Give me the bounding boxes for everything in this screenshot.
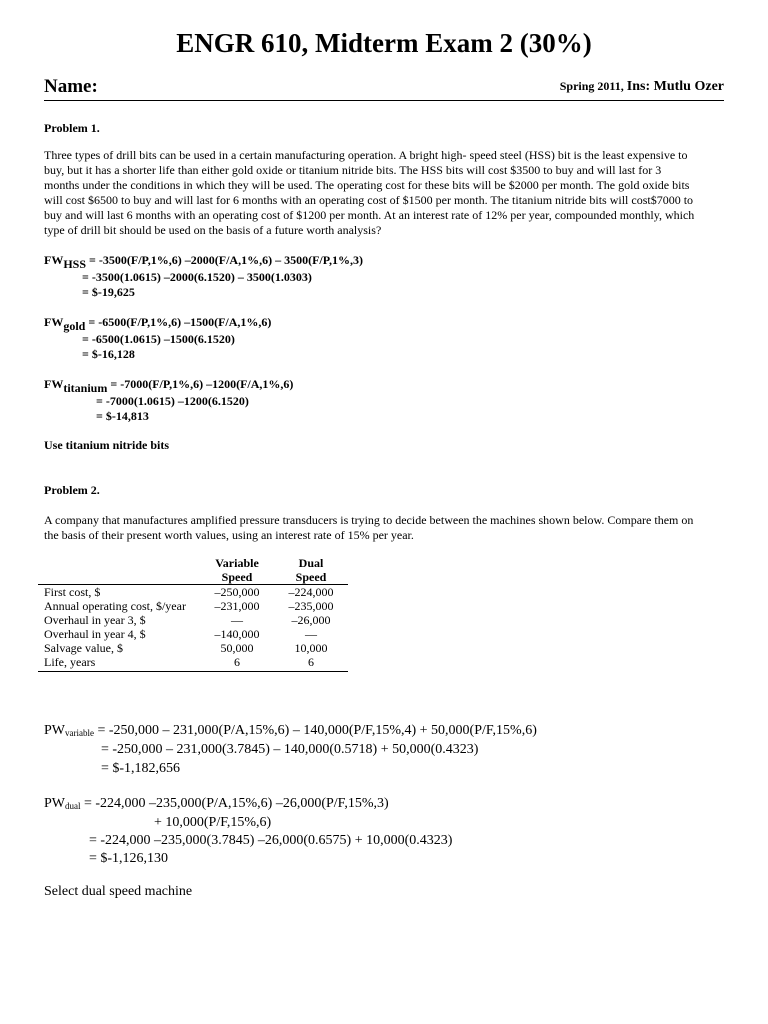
variable-value: –250,000 [214,585,260,599]
col-header-variable-2: Speed [200,570,274,585]
term-instructor [560,79,724,95]
page-title: ENGR 610, Midterm Exam 2 (30%) [176,28,592,58]
pw-subscript: variable [65,728,94,738]
pw-prefix: PW [44,723,65,738]
fw-gold-equation [44,315,272,333]
table-row [38,585,348,600]
pw-dual-line2: = -224,000 –235,000(3.7845) –26,000(0.6575) + 10,000(0.4323) [89,833,453,848]
dual-value: –224,000 [288,585,334,599]
problem1-text-line: will cost $6500 to buy and will last for 6 months with an operating cost of $1500 per month. The titanium nitride bits will cost$7000 to [44,193,694,207]
table-row [38,641,348,655]
fw-titanium-line2: = -7000(1.0615) –1200(6.1520) [96,394,249,408]
row-label: Salvage value, $ [44,641,123,655]
variable-value: 50,000 [220,641,254,655]
problem1-text [44,148,728,238]
fw-gold-line3: = $-16,128 [82,347,135,361]
dual-value: –26,000 [291,613,331,627]
problem1-text-line: buy, but it has a shorter life than either gold oxide or titanium nitride bits. The HSS bits will cost $3500 to buy and will last for 3 [44,163,662,177]
variable-value: 6 [200,655,274,672]
table-header-empty [38,570,200,585]
row-label: Overhaul in year 4, $ [44,627,146,641]
fw-hss-line3: = $-19,625 [82,285,135,299]
fw-subscript: titanium [63,381,108,395]
table-row [38,655,348,672]
fw-titanium-equation [44,377,294,395]
fw-line1: = -7000(F/P,1%,6) –1200(F/A,1%,6) [107,377,294,391]
fw-titanium-line3: = $-14,813 [96,409,149,423]
instructor: Ins: Mutlu Ozer [626,79,724,94]
dual-value: 10,000 [294,641,328,655]
problem1-conclusion: Use titanium nitride bits [44,438,170,452]
col-header-dual: Dual [298,556,324,570]
pw-prefix: PW [44,796,65,811]
problem2-text-line: the basis of their present worth values, using an interest rate of 15% per year. [44,528,414,542]
col-header-dual-2: Speed [274,570,348,585]
pw-line1: = -224,000 –235,000(P/A,15%,6) –26,000(P/F,15%,3) [80,796,389,811]
fw-hss-equation [44,253,363,271]
problem1-text-line: buy and will last 6 months with an operating cost of $1200 per month. At an interest rate of 12% per year, compounded monthly, which [44,208,695,222]
fw-prefix: FW [44,315,64,329]
col-header-variable: Variable [215,556,259,570]
row-label: Annual operating cost, $/year [44,599,186,613]
pw-subscript: dual [65,801,81,811]
pw-dual-line1b: + 10,000(P/F,15%,6) [154,815,272,830]
row-label: First cost, $ [44,585,101,599]
problem2-heading: Problem 2. [44,483,100,497]
variable-value: –231,000 [214,599,260,613]
variable-value: –140,000 [214,627,260,641]
table-header-empty [38,556,200,570]
fw-line1: = -3500(F/P,1%,6) –2000(F/A,1%,6) – 3500(F/P,1%,3) [86,253,363,267]
pw-line1: = -250,000 – 231,000(P/A,15%,6) – 140,000(P/F,15%,4) + 50,000(P/F,15%,6) [93,723,537,738]
pw-dual-equation [44,795,389,813]
dual-value: 6 [274,655,348,672]
problem1-text-line: type of drill bit should be used on the basis of a future worth analysis? [44,223,382,237]
problem2-conclusion: Select dual speed machine [44,884,193,899]
problem2-text [44,513,728,543]
problem2-text-line: A company that manufactures amplified pressure transducers is trying to decide between the machines shown below. Compare them on [44,513,694,527]
fw-prefix: FW [44,253,64,267]
dual-value: –235,000 [288,599,334,613]
pw-variable-equation [44,722,537,740]
fw-hss-line2: = -3500(1.0615) –2000(6.1520) – 3500(1.0303) [82,270,312,284]
pw-variable-line3: = $-1,182,656 [101,761,181,776]
problem1-heading: Problem 1. [44,121,100,135]
term: Spring 2011, [559,79,627,93]
table-row [38,627,348,641]
problem1-text-line: months under the conditions in which they will be used. The operating cost for these bits will be $2000 per month. The gold oxide bits [44,178,690,192]
fw-gold-line2: = -6500(1.0615) –1500(6.1520) [82,332,235,346]
problem1-text-line: Three types of drill bits can be used in a certain manufacturing operation. A bright high- speed steel (HSS) bit is the least expensive to [44,148,688,162]
pw-variable-line2: = -250,000 – 231,000(3.7845) – 140,000(0.5718) + 50,000(0.4323) [101,742,479,757]
table-row [38,599,348,613]
dual-value: — [305,627,317,641]
row-label: Overhaul in year 3, $ [44,613,146,627]
name-label: Name: [44,76,98,97]
fw-line1: = -6500(F/P,1%,6) –1500(F/A,1%,6) [85,315,272,329]
variable-value: — [231,613,243,627]
table-row [38,613,348,627]
pw-dual-line3: = $-1,126,130 [89,851,169,866]
header-divider [44,100,724,101]
fw-subscript: gold [63,319,86,333]
row-label: Life, years [38,655,200,672]
fw-prefix: FW [44,377,64,391]
fw-subscript: HSS [63,257,87,271]
machine-comparison-table [38,556,348,672]
